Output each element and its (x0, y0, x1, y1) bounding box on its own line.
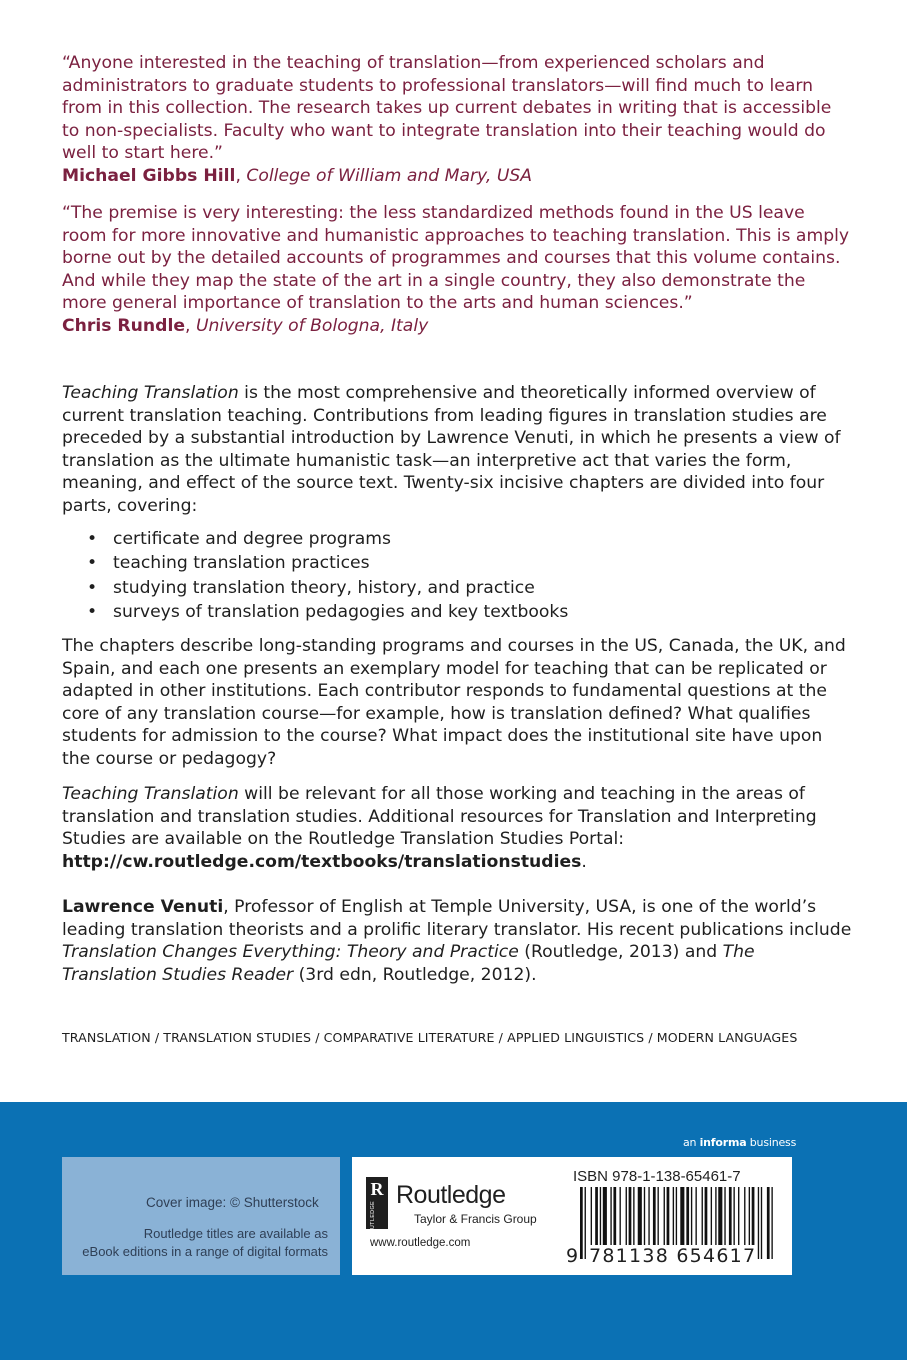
parts-list (62, 527, 568, 625)
bio-text: , Professor of English at Temple University, USA, is one of the world’s leading translation theorists and a prolific literary translator. His recent publications include (62, 897, 852, 940)
author-bio (62, 896, 852, 986)
bio-text: (3rd edn, Routledge, 2012). (293, 964, 537, 985)
ebook-line: Routledge titles are available as (143, 1226, 328, 1241)
paragraph-text: will be relevant for all those working and teaching in the areas of translation and translation studies. Additional resources for Translation and Interpreting Studies are available on the Routledge Translation Studies Portal: (62, 784, 817, 850)
ebook-line: eBook editions in a range of digital formats (82, 1244, 328, 1259)
author-name: Lawrence Venuti (62, 897, 224, 917)
cover-image-credit: Cover image: © Shutterstock (146, 1195, 319, 1210)
list-item-text: surveys of translation pedagogies and key textbooks (113, 602, 569, 623)
list-item (62, 600, 568, 624)
book-title: Teaching Translation (62, 784, 239, 804)
quote-affiliation: University of Bologna, Italy (195, 315, 429, 336)
publisher-box (352, 1157, 792, 1275)
paragraph-text: is the most comprehensive and theoretically informed overview of current translation teaching. Contributions from leading figures in translation studies are preceded by a substantial introduction by Lawrence Venuti, in which he presents a view of translation as the ultimate humanistic task—an interpretive act that varies the form, meaning, and effect of the source text. Twenty-six incisive chapters are divided into four parts, covering: (62, 383, 841, 516)
list-item (62, 576, 568, 600)
list-item (62, 551, 568, 575)
bullet-icon: • (87, 553, 98, 574)
barcode-bar (585, 1187, 586, 1259)
description-paragraph-1 (62, 382, 852, 518)
review-quote-1 (62, 52, 852, 188)
quote-text: “The premise is very interesting: the less standardized methods found in the US leave room for more innovative and humanistic approaches to teaching translation. This is amply borne out by the detailed accounts of programmes and courses that this volume contains. And while they map the state of the art in a single country, they also demonstrate the more general importance of translation to the arts and human sciences.” (62, 203, 850, 314)
description-paragraph-2: The chapters describe long-standing programs and courses in the US, Canada, the UK, and Spain, and each one presents an exemplary model for teaching that can be replicated or adapted in other institutions. Each contributor responds to fundamental questions at the core of any translation course—for example, how is translation defined? What qualifies students for admission to the course? What impact does the institutional site have upon the course or pedagogy? (62, 636, 846, 769)
barcode-bar (761, 1187, 762, 1259)
cover-credit-box (62, 1157, 340, 1275)
portal-url[interactable]: http://cw.routledge.com/textbooks/translationstudies (62, 851, 582, 872)
publisher-name: Routledge (396, 1181, 506, 1209)
barcode-bar (771, 1187, 772, 1259)
publication-title: Translation Changes Everything: Theory and Practice (62, 942, 519, 963)
paragraph-end: . (581, 851, 587, 872)
book-title: Teaching Translation (62, 383, 239, 403)
publisher-group: Taylor & Francis Group (414, 1212, 537, 1226)
list-item-text: certificate and degree programs (113, 529, 392, 549)
barcode-bar (767, 1187, 770, 1259)
publication-title: The Translation Studies Reader (62, 942, 755, 985)
list-item (62, 527, 568, 551)
quote-text: “Anyone interested in the teaching of translation—from experienced scholars and administrators to graduate students to professional translators—will find much to learn from in this collection. The research takes up current debates in writing that is accessible to non-specialists. Faculty who want to integrate translation into their teaching would do well to start here.” (62, 53, 832, 164)
quote-attribution: Michael Gibbs Hill, College of William and Mary, USA (62, 165, 533, 186)
informa-suffix: business (746, 1136, 797, 1149)
subject-categories: TRANSLATION / TRANSLATION STUDIES / COMPARATIVE LITERATURE / APPLIED LINGUISTICS / MODERN LANGUAGES (62, 1030, 798, 1045)
bullet-icon: • (87, 577, 98, 598)
bullet-icon: • (87, 529, 98, 549)
quote-attribution: Chris Rundle, University of Bologna, Italy (62, 315, 429, 336)
barcode-bar (758, 1187, 759, 1259)
informa-business-tag (683, 1136, 796, 1149)
bullet-icon: • (87, 602, 98, 623)
quote-author: Michael Gibbs Hill (62, 165, 236, 186)
publisher-website[interactable]: www.routledge.com (370, 1237, 471, 1249)
isbn: ISBN 978-1-138-65461-7 (573, 1168, 741, 1185)
informa-brand: informa (699, 1136, 747, 1149)
quote-affiliation: College of William and Mary, USA (246, 165, 533, 186)
logo-vertical-text: ROUTLEDGE (370, 1201, 376, 1238)
description-paragraph-3 (62, 783, 852, 873)
barcode-bar (580, 1187, 583, 1259)
review-quote-2 (62, 202, 852, 338)
list-item-text: studying translation theory, history, and practice (113, 577, 535, 598)
informa-prefix: an (683, 1136, 700, 1149)
barcode-first-digit: 9 (566, 1245, 579, 1267)
list-item-text: teaching translation practices (113, 553, 370, 574)
ebook-notice (82, 1225, 328, 1261)
barcode-digits: 781138 654617 (589, 1245, 757, 1267)
logo-letter: R (370, 1179, 384, 1199)
bio-text: (Routledge, 2013) and (518, 942, 723, 963)
quote-author: Chris Rundle (62, 315, 185, 336)
